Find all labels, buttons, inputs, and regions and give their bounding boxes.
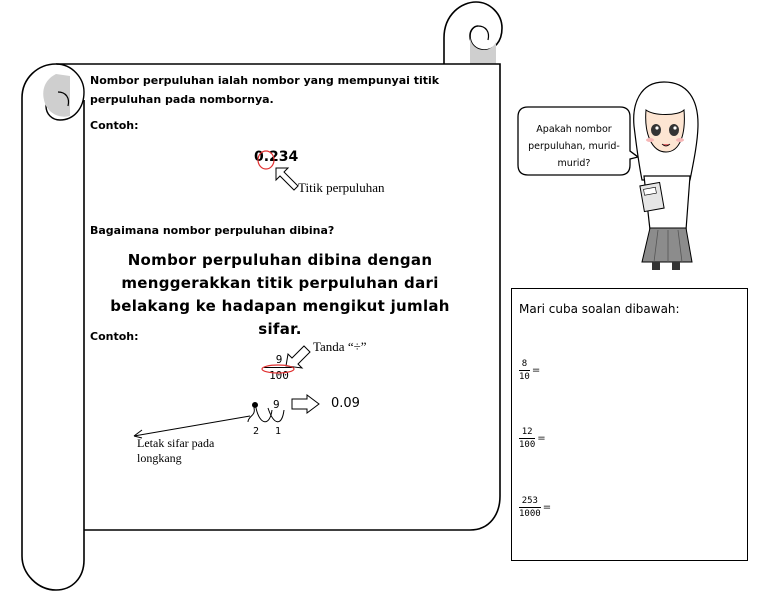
rule-text: Nombor perpuluhan dibina dengan menggerakkan titik perpuluhan dari belakang ke hadapan mengikut jumlah sifar. [110, 251, 450, 338]
speech-text: Apakah nombor perpuluhan, murid-murid? [528, 124, 620, 169]
exercise-item-3 [519, 496, 551, 519]
definition-text: Nombor perpuluhan ialah nombor yang mempunyai titik perpuluhan pada nombornya. [90, 74, 440, 106]
equals-sign: = [531, 365, 541, 376]
example-label: Contoh: [90, 119, 139, 132]
fraction-denominator: 100 [269, 369, 289, 382]
equals-sign: = [537, 433, 546, 444]
exercise-box [511, 288, 748, 561]
exercise-item-1 [519, 359, 540, 382]
exercise-title: Mari cuba soalan dibawah: [519, 302, 680, 316]
exercise-denominator: 1000 [519, 509, 541, 519]
step-1: 1 [275, 426, 282, 437]
fraction-bar [519, 507, 541, 508]
exercise-fraction [519, 427, 535, 450]
result-value: 0.09 [331, 396, 360, 411]
exercise-item-2 [519, 427, 546, 450]
equals-sign: = [542, 502, 552, 513]
moved-digit: 9 [273, 398, 280, 411]
step-2: 2 [253, 426, 260, 437]
exercise-fraction [519, 359, 530, 382]
example-number: 0.234 [254, 149, 299, 165]
fraction-bar [519, 370, 530, 371]
result-arrow [291, 394, 321, 414]
example-label-2: Contoh: [90, 330, 139, 343]
fraction-numerator: 9 [275, 353, 283, 366]
exercise-numerator: 8 [521, 359, 528, 369]
exercise-fraction [519, 496, 541, 519]
division-label: Tanda “÷” [313, 339, 367, 354]
exercise-denominator: 10 [519, 372, 530, 382]
question-text: Bagaimana nombor perpuluhan dibina? [90, 224, 335, 237]
zeros-highlight [258, 362, 298, 376]
zero-note: Letak sifar pada longkang [137, 436, 215, 465]
teacher-character-image [628, 80, 702, 272]
exercise-numerator: 12 [521, 427, 533, 437]
exercise-numerator: 253 [521, 496, 538, 506]
point-label: Titik perpuluhan [298, 180, 385, 195]
fraction-bar [519, 438, 535, 439]
exercise-denominator: 100 [519, 440, 536, 450]
